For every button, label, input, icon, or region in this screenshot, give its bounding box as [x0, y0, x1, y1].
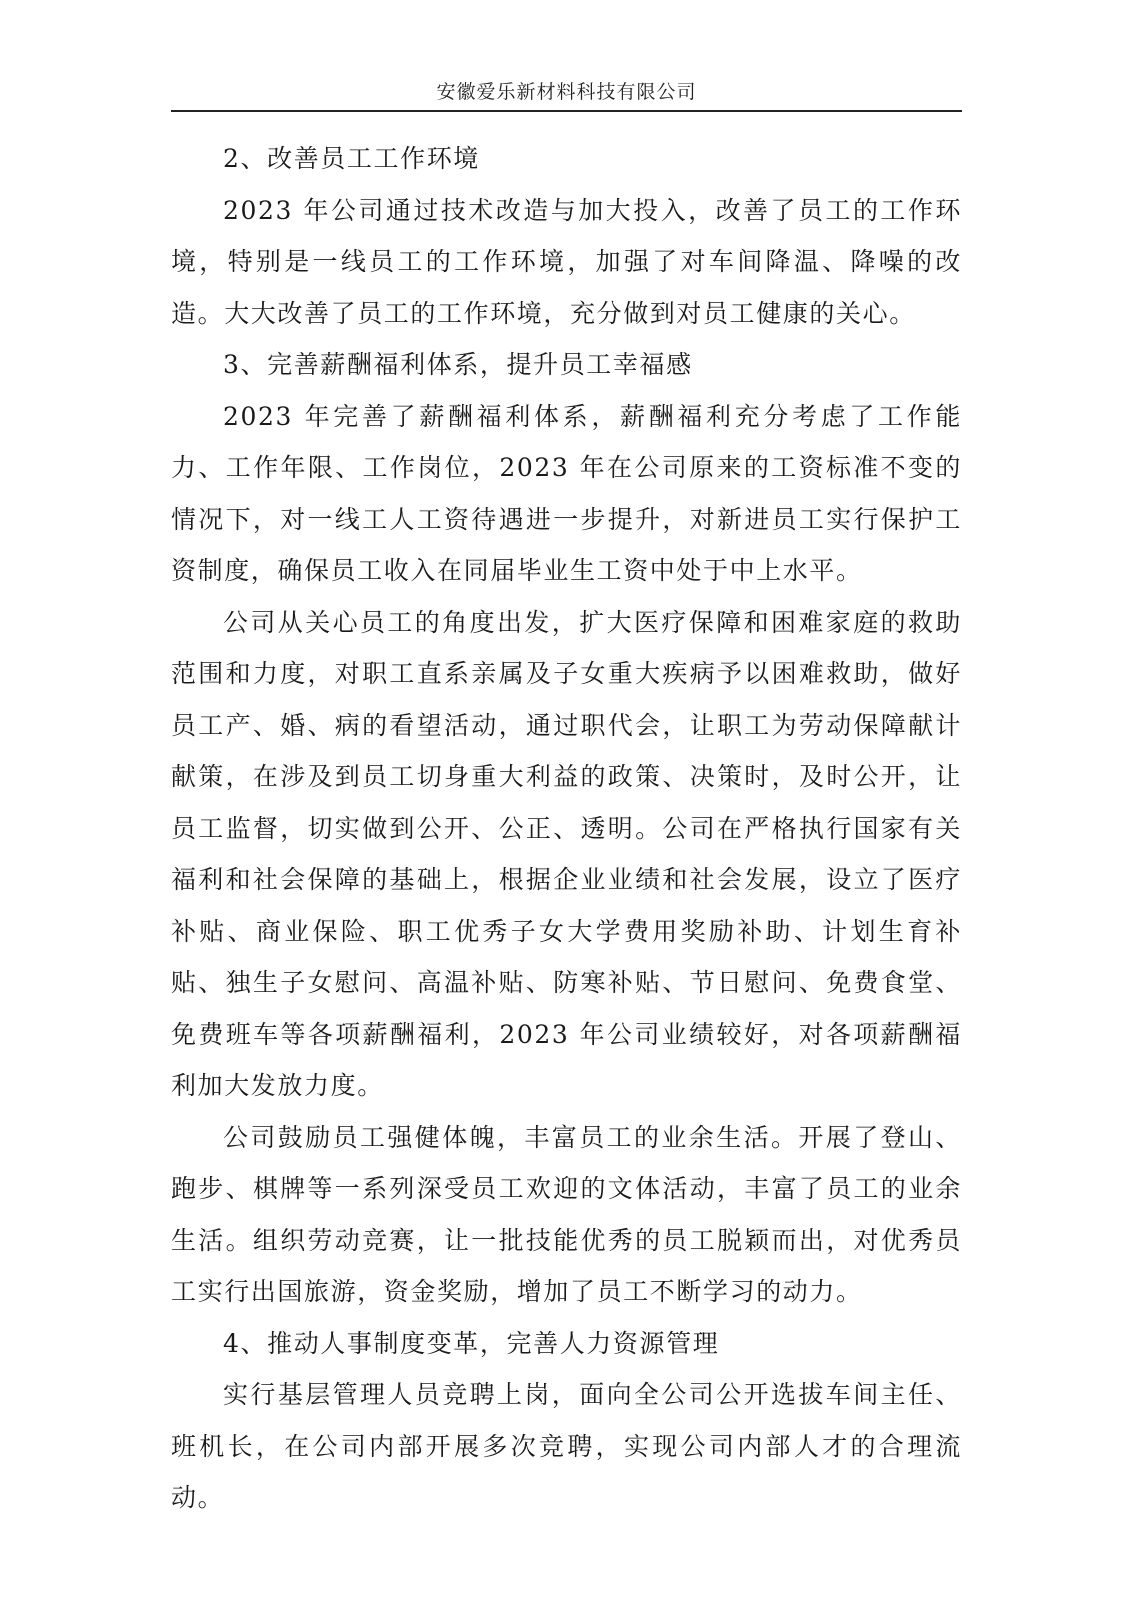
paragraph-work-environment: 2023 年公司通过技术改造与加大投入，改善了员工的工作环境，特别是一线员工的工作环境，加强了对车间降温、降噪的改造。大大改善了员工的工作环境，充分做到对员工健康的关心。 — [171, 195, 962, 328]
document-body — [171, 133, 962, 1524]
paragraph-welfare: 公司从关心员工的角度出发，扩大医疗保障和困难家庭的救助范围和力度，对职工直系亲属及子女重大疾病予以困难救助，做好员工产、婚、病的看望活动，通过职代会，让职工为劳动保障献计献策，在涉及到员工切身重大利益的政策、决策时，及时公开，让员工监督，切实做到公开、公正、透明。公司在严格执行国家有关福利和社会保障的基础上，根据企业业绩和社会发展，设立了医疗补贴、商业保险、职工优秀子女大学费用奖励补助、计划生育补贴、独生子女慰问、高温补贴、防寒补贴、节日慰问、免费食堂、免费班车等各项薪酬福利，2023 年公司业绩较好，对各项薪酬福利加大发放力度。 — [171, 607, 963, 1100]
section-heading-3: 3、完善薪酬福利体系，提升员工幸福感 — [223, 350, 693, 379]
company-name: 安徽爱乐新材料科技有限公司 — [436, 81, 697, 103]
section-heading-4: 4、推动人事制度变革，完善人力资源管理 — [223, 1328, 720, 1358]
paragraph-activities: 公司鼓励员工强健体魄，丰富员工的业余生活。开展了登山、跑步、棋牌等一系列深受员工欢迎的文体活动，丰富了员工的业余生活。组织劳动竞赛，让一批技能优秀的员工脱颖而出，对优秀员工实行出国旅游，资金奖励，增加了员工不断学习的动力。 — [171, 1122, 962, 1306]
page-header — [171, 78, 962, 112]
paragraph-hr-management: 实行基层管理人员竞聘上岗，面向全公司公开选拔车间主任、班机长，在公司内部开展多次竞聘，实现公司内部人才的合理流动。 — [171, 1380, 962, 1512]
paragraph-salary-system: 2023 年完善了薪酬福利体系，薪酬福利充分考虑了工作能力、工作年限、工作岗位，2023 年在公司原来的工资标准不变的情况下，对一线工人工资待遇进一步提升，对新进员工实行保护工资制度，确保员工收入在同届毕业生工资中处于中上水平。 — [171, 401, 963, 585]
section-heading-2: 2、改善员工工作环境 — [223, 144, 480, 173]
